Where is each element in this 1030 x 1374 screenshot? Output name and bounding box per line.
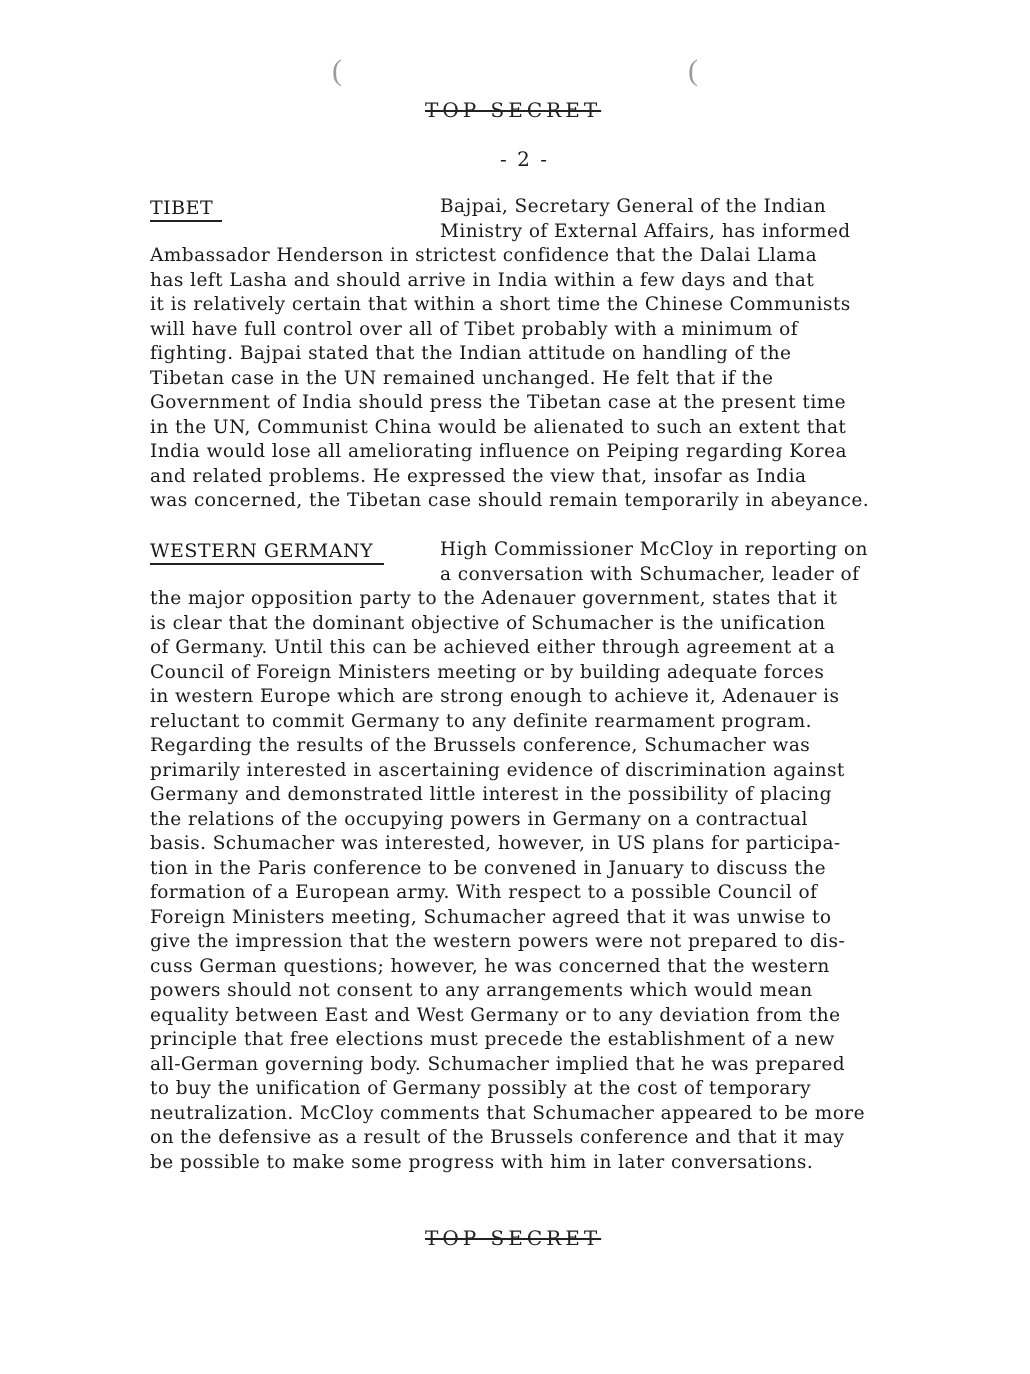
- section-heading-tibet: TIBET: [150, 197, 214, 219]
- bottom-classification-stamp: TOP SECRET: [425, 1226, 602, 1250]
- body-line: the major opposition party to the Adenauer government, states that it: [150, 588, 838, 609]
- body-line: of Germany. Until this can be achieved either through agreement at a: [150, 637, 836, 658]
- body-line: Ambassador Henderson in strictest confidence that the Dalai Llama: [150, 245, 818, 266]
- body-line: Regarding the results of the Brussels conference, Schumacher was: [150, 735, 811, 756]
- body-line: all-German governing body. Schumacher implied that he was prepared: [150, 1053, 846, 1075]
- body-line: Ministry of External Affairs, has informed: [440, 220, 851, 242]
- body-line: in western Europe which are strong enough to achieve it, Adenauer is: [150, 686, 840, 707]
- body-line: reluctant to commit Germany to any definite rearmament program.: [150, 710, 812, 732]
- section-body-western-germany: [150, 538, 868, 1175]
- body-line: Council of Foreign Ministers meeting or by building adequate forces: [150, 661, 825, 683]
- body-line: tion in the Paris conference to be convened in January to discuss the: [150, 857, 826, 879]
- body-line: India would lose all ameliorating influence on Peiping regarding Korea: [150, 441, 847, 462]
- body-line: Foreign Ministers meeting, Schumacher agreed that it was unwise to: [150, 906, 832, 928]
- body-line: fighting. Bajpai stated that the Indian attitude on handling of the: [150, 343, 792, 364]
- body-line: has left Lasha and should arrive in India within a few days and that: [150, 269, 815, 291]
- body-line: it is relatively certain that within a short time the Chinese Communists: [150, 294, 851, 315]
- body-line: and related problems. He expressed the view that, insofar as India: [150, 465, 807, 487]
- body-line: was concerned, the Tibetan case should remain temporarily in abeyance.: [150, 490, 870, 511]
- body-line: Bajpai, Secretary General of the Indian: [440, 196, 827, 217]
- body-line: formation of a European army. With respect to a possible Council of: [150, 882, 818, 903]
- body-line: give the impression that the western powers were not prepared to dis-: [150, 931, 846, 952]
- body-line: on the defensive as a result of the Brussels conference and that it may: [150, 1127, 845, 1148]
- body-line: High Commissioner McCloy in reporting on: [440, 539, 868, 560]
- page-number: - 2 -: [500, 147, 549, 171]
- punch-hole-mark-left: (: [332, 54, 342, 87]
- body-line: be possible to make some progress with him in later conversations.: [150, 1151, 814, 1173]
- body-line: in the UN, Communist China would be alienated to such an extent that: [150, 416, 847, 438]
- body-line: basis. Schumacher was interested, however, in US plans for participa-: [150, 833, 841, 854]
- body-line: is clear that the dominant objective of Schumacher is the unification: [150, 612, 826, 634]
- section-heading-western-germany: WESTERN GERMANY: [150, 540, 374, 562]
- body-line: will have full control over all of Tibet probably with a minimum of: [150, 318, 799, 340]
- body-line: primarily interested in ascertaining evidence of discrimination against: [150, 759, 845, 781]
- top-classification-stamp: TOP SECRET: [425, 98, 602, 122]
- body-line: equality between East and West Germany or to any deviation from the: [150, 1004, 841, 1026]
- body-line: Germany and demonstrated little interest in the possibility of placing: [150, 784, 832, 805]
- punch-hole-mark-right: (: [688, 54, 698, 87]
- body-line: Tibetan case in the UN remained unchanged. He felt that if the: [150, 367, 774, 389]
- body-line: powers should not consent to any arrangements which would mean: [150, 980, 813, 1001]
- section-body-tibet: [150, 195, 869, 514]
- body-line: principle that free elections must precede the establishment of a new: [150, 1029, 835, 1050]
- body-line: to buy the unification of Germany possibly at the cost of temporary: [150, 1078, 812, 1099]
- body-line: the relations of the occupying powers in Germany on a contractual: [150, 808, 808, 830]
- body-line: neutralization. McCloy comments that Schumacher appeared to be more: [150, 1102, 865, 1124]
- body-line: a conversation with Schumacher, leader of: [440, 563, 860, 585]
- body-line: Government of India should press the Tibetan case at the present time: [150, 392, 847, 413]
- body-line: cuss German questions; however, he was concerned that the western: [150, 955, 830, 977]
